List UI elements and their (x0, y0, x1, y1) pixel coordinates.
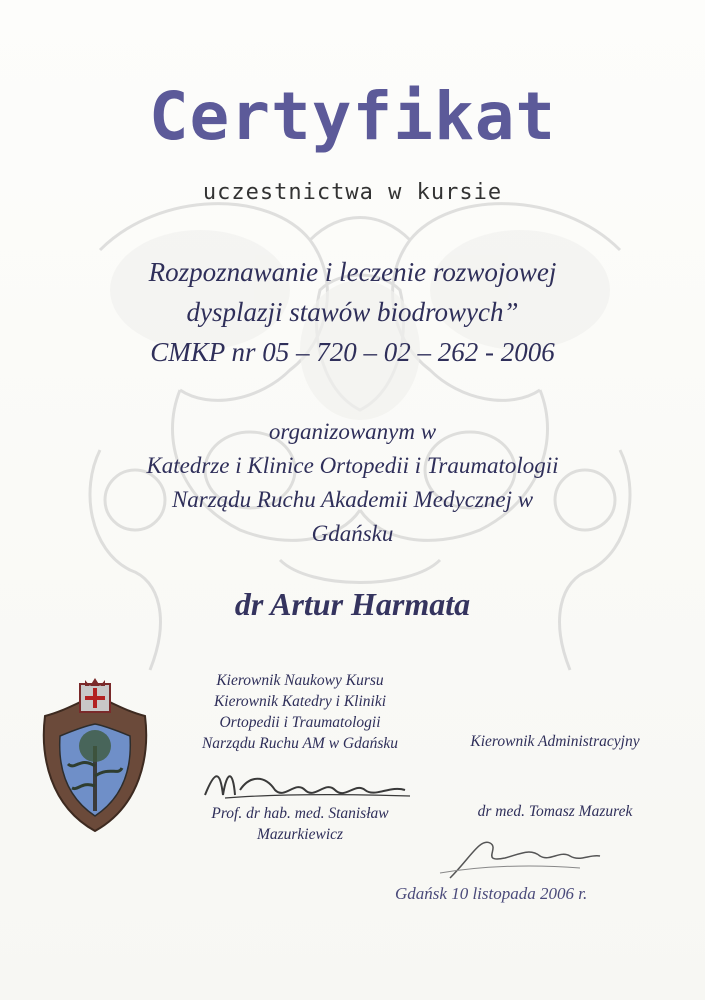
left-signatory-roles (160, 670, 440, 754)
organizer-line-3: Narządu Ruchu Akademii Medycznej w (171, 487, 534, 512)
right-handwritten-signature (430, 828, 610, 883)
certificate-title: Certyfikat (148, 78, 557, 155)
left-role-1: Kierownik Naukowy Kursu (216, 672, 384, 689)
organizer-line-1: organizowanym w (268, 419, 437, 444)
course-title-block (0, 252, 705, 372)
left-role-2: Kierownik Katedry i Kliniki (213, 693, 387, 710)
organizer-line-2: Katedrze i Klinice Ortopedii i Traumatologii (146, 453, 559, 478)
issue-date: Gdańsk 10 listopada 2006 r. (395, 884, 588, 903)
left-role-3: Ortopedii i Traumatologii (219, 714, 381, 731)
left-role-4: Narządu Ruchu AM w Gdańsku (201, 735, 399, 752)
left-name-line-1: Prof. dr hab. med. Stanisław (211, 805, 389, 822)
course-number: CMKP nr 05 – 720 – 02 – 262 - 2006 (150, 337, 555, 367)
recipient-name: dr Artur Harmata (234, 586, 471, 622)
course-line-2: dysplazji stawów biodrowych” (186, 297, 519, 327)
university-crest-emblem (30, 676, 160, 836)
organizer-line-4: Gdańsku (311, 521, 394, 546)
organizer-block (0, 415, 705, 551)
left-handwritten-signature (195, 760, 425, 805)
left-signatory-name (175, 803, 425, 845)
certificate-subtitle: uczestnictwa w kursie (202, 180, 503, 205)
left-name-line-2: Mazurkiewicz (256, 826, 344, 843)
right-signatory-role: Kierownik Administracyjny (470, 733, 640, 750)
right-signatory-name: dr med. Tomasz Mazurek (477, 803, 633, 820)
course-line-1: Rozpoznawanie i leczenie rozwojowej (148, 257, 557, 287)
